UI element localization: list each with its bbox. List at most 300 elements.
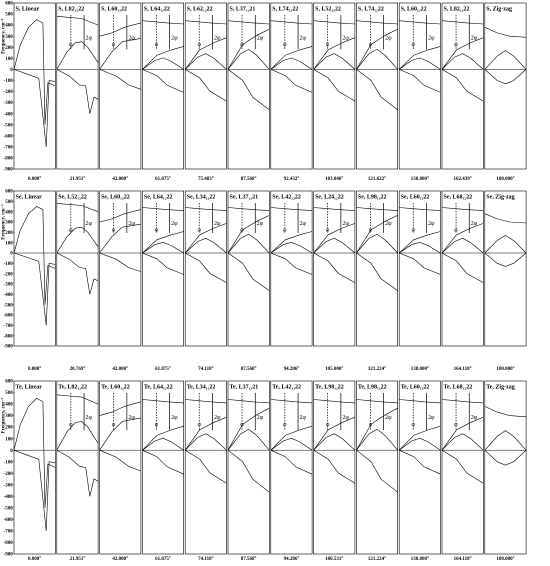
phi-label: φ — [240, 421, 244, 428]
angle-label: 20.769° — [69, 367, 86, 372]
dispersion-branch — [228, 450, 269, 492]
angle-label: 61.875° — [155, 177, 171, 182]
phi-label: φ — [154, 227, 159, 234]
phi-label: φ — [454, 421, 458, 428]
dispersion-branch — [485, 406, 526, 416]
phi-label: φ — [283, 42, 287, 49]
dispersion-branch — [142, 21, 183, 24]
two-phi-label: 2φ — [128, 35, 135, 42]
dispersion-branch — [399, 253, 440, 275]
y-tick-label: 300 — [5, 34, 13, 40]
angle-label: 121.224° — [367, 367, 387, 372]
y-tick-label: -500 — [3, 123, 13, 129]
dispersion-branch — [100, 418, 141, 450]
y-tick-label: 400 — [5, 23, 13, 29]
dispersion-branch — [442, 450, 483, 483]
dispersion-branch — [14, 398, 55, 508]
y-tick-label: -300 — [3, 101, 13, 107]
angle-label: 180.000° — [496, 557, 515, 562]
panel-se-8 — [356, 191, 397, 372]
angle-label: 21.951° — [69, 177, 86, 182]
angle-label: 180.000° — [496, 177, 515, 182]
y-tick-label: 500 — [5, 199, 13, 205]
y-tick-label: 100 — [5, 241, 13, 247]
dispersion-branch — [185, 450, 226, 483]
dispersion-branch — [442, 21, 483, 24]
panel-title: Te, L82₁₂22 — [58, 384, 88, 391]
angle-label: 61.875° — [155, 557, 171, 562]
dispersion-branch — [57, 450, 98, 496]
panel-title: Se, L64₁₂22 — [143, 194, 173, 201]
panel-title: Te, L68₁₂22 — [443, 384, 473, 391]
angle-label: 138.000° — [410, 557, 429, 562]
angle-label: 42.000° — [112, 557, 129, 562]
two-phi-label: 2φ — [128, 221, 135, 228]
panel-frame — [271, 381, 312, 554]
dispersion-branch — [14, 207, 55, 305]
panel-title: S, L60₁₂22 — [101, 6, 128, 13]
angle-label: 21.951° — [69, 557, 86, 562]
panel-frame — [485, 191, 526, 346]
panel-se-7 — [314, 191, 355, 372]
dispersion-branch — [485, 235, 526, 253]
panel-title: Se, L37₁₂21 — [229, 194, 259, 201]
angle-label: 164.118° — [453, 367, 472, 372]
phi-label: φ — [325, 421, 330, 428]
panel-title: S, L62₁₂22 — [186, 6, 213, 13]
panel-frame — [356, 3, 397, 169]
dispersion-branch — [485, 27, 526, 37]
y-tick-label: 400 — [5, 402, 13, 408]
phi-label: φ — [283, 421, 287, 428]
phi-label: φ — [325, 227, 330, 234]
y-tick-label: -600 — [3, 313, 13, 319]
dispersion-branch — [185, 400, 226, 403]
two-phi-label: 2φ — [427, 221, 435, 228]
y-tick-label: 300 — [5, 220, 13, 226]
dispersion-branch — [14, 450, 55, 531]
panel-frame — [57, 381, 98, 554]
panel-title: Te, L34₁₂22 — [186, 384, 216, 391]
y-tick-label: 500 — [5, 391, 13, 397]
dispersion-branch — [399, 400, 440, 403]
phi-label: φ — [411, 227, 415, 234]
panel-se-0 — [14, 191, 55, 372]
dispersion-branch — [485, 69, 526, 83]
panel-title: Te, L64₁₂22 — [143, 384, 173, 391]
row-se — [1, 190, 527, 372]
dispersion-branch — [485, 51, 526, 70]
panel-frame — [100, 191, 141, 346]
y-tick-label: 200 — [5, 230, 13, 236]
panel-title: S, Zig-zag — [486, 6, 512, 13]
dispersion-branch — [228, 21, 269, 24]
dispersion-branch — [100, 224, 141, 253]
dispersion-branch — [314, 69, 355, 101]
panel-te-4 — [185, 381, 226, 562]
dispersion-branch — [485, 214, 526, 223]
panel-title: Se, L52₁₂22 — [58, 194, 87, 201]
dispersion-branch — [57, 227, 98, 253]
y-tick-label: -400 — [3, 112, 13, 118]
dispersion-branch — [57, 69, 98, 113]
panel-te-1 — [57, 381, 98, 562]
panel-title: Te, L98₁₂22 — [315, 384, 344, 391]
dispersion-branch — [57, 395, 98, 404]
panel-title: Se, Zig-zag — [486, 194, 515, 201]
dispersion-branch — [271, 450, 312, 474]
angle-label: 61.875° — [155, 367, 171, 372]
y-tick-label: -400 — [3, 292, 13, 298]
panel-s-11 — [485, 3, 526, 182]
panel-frame — [399, 381, 440, 554]
dispersion-branch — [228, 253, 269, 291]
dispersion-branch — [399, 69, 440, 92]
dispersion-branch — [399, 450, 440, 474]
panel-title: Se, L42₁₂22 — [272, 194, 301, 201]
panel-s-6 — [271, 3, 312, 182]
panel-se-5 — [228, 191, 269, 372]
panel-s-7 — [314, 3, 355, 182]
dispersion-branch — [100, 69, 141, 89]
panel-title: Se, L60₁₂22 — [400, 194, 430, 201]
dispersion-branch — [142, 253, 183, 275]
panel-te-2 — [100, 381, 141, 562]
two-phi-label: 2φ — [85, 35, 93, 42]
angle-label: 74.118° — [198, 557, 214, 562]
panel-s-4 — [185, 3, 226, 182]
y-tick-label: -400 — [3, 494, 13, 500]
two-phi-label: 2φ — [299, 221, 307, 228]
y-tick-label: -800 — [3, 334, 13, 340]
angle-label: 103.846° — [325, 177, 344, 182]
panel-frame — [142, 381, 183, 554]
panel-title: Se, L68₁₂22 — [443, 194, 473, 201]
panel-se-1 — [57, 191, 98, 372]
panel-se-10 — [442, 191, 483, 372]
two-phi-label: 2φ — [128, 415, 135, 422]
panel-se-3 — [142, 191, 183, 372]
phi-label: φ — [197, 42, 201, 49]
dispersion-branch — [57, 253, 98, 294]
phi-label: φ — [368, 421, 373, 428]
y-tick-label: -900 — [3, 552, 13, 558]
two-phi-label: 2φ — [342, 415, 349, 422]
dispersion-branch — [271, 253, 312, 275]
two-phi-label: 2φ — [427, 415, 435, 422]
y-tick-label: -500 — [3, 506, 13, 512]
phi-label: φ — [154, 42, 159, 49]
panel-frame — [228, 191, 269, 346]
dispersion-branch — [314, 253, 355, 283]
dispersion-branch — [356, 253, 397, 291]
dispersion-branch — [185, 69, 226, 101]
y-tick-label: -600 — [3, 134, 13, 140]
dispersion-branch — [485, 431, 526, 451]
angle-label: 94.286° — [283, 557, 300, 562]
y-tick-label: 0 — [10, 448, 13, 454]
y-tick-label: -900 — [3, 344, 13, 350]
angle-label: 121.224° — [367, 557, 387, 562]
panel-frame — [142, 3, 183, 169]
dispersion-branch — [271, 69, 312, 92]
two-phi-label: 2φ — [470, 35, 478, 42]
y-axis — [1, 190, 15, 350]
dispersion-branch — [100, 402, 141, 416]
angle-label: 162.439° — [453, 177, 472, 182]
angle-label: 138.000° — [410, 177, 429, 182]
angle-label: 92.432° — [283, 177, 300, 182]
dispersion-branch — [314, 208, 355, 211]
phi-label: φ — [368, 227, 373, 234]
angle-label: 0.000° — [28, 177, 42, 182]
two-phi-label: 2φ — [299, 35, 307, 42]
two-phi-label: 2φ — [385, 415, 392, 422]
panel-frame — [100, 3, 141, 169]
angle-label: 164.118° — [453, 557, 472, 562]
y-tick-label: -900 — [3, 167, 13, 173]
y-tick-label: -100 — [3, 261, 13, 267]
dispersion-branch — [57, 16, 98, 25]
phi-label: φ — [411, 42, 415, 49]
panel-title: Se, L60₁₂22 — [101, 194, 130, 201]
panel-se-11 — [485, 191, 526, 372]
dispersion-branch — [185, 208, 226, 211]
phi-label: φ — [69, 421, 73, 428]
panel-title: Te, Linear — [15, 384, 42, 391]
panel-s-2 — [100, 3, 141, 182]
dispersion-branch — [100, 23, 141, 36]
panel-title: S, L37₁₂21 — [229, 6, 256, 13]
y-tick-label: 600 — [5, 379, 13, 385]
two-phi-label: 2φ — [256, 415, 264, 422]
two-phi-label: 2φ — [213, 221, 221, 228]
panel-title: S, L82₁₂22 — [58, 6, 85, 13]
panel-frame — [399, 3, 440, 169]
y-tick-label: 200 — [5, 425, 13, 431]
panel-title: Te, L42₁₂22 — [272, 384, 302, 391]
panel-frame — [399, 191, 440, 346]
phi-label: φ — [69, 227, 73, 234]
dispersion-branch — [100, 253, 141, 272]
y-tick-label: 200 — [5, 45, 13, 51]
y-tick-label: -300 — [3, 282, 13, 288]
panel-title: Se, L34₁₂22 — [186, 194, 216, 201]
angle-label: 87.568° — [240, 557, 257, 562]
two-phi-label: 2φ — [427, 35, 435, 42]
y-tick-label: 600 — [5, 189, 13, 195]
two-phi-label: 2φ — [85, 415, 93, 422]
dispersion-branch — [57, 421, 98, 450]
dispersion-branch — [100, 450, 141, 471]
panel-title: Se, Linear — [15, 194, 42, 201]
panel-frame — [356, 381, 397, 554]
panel-se-4 — [185, 191, 226, 372]
angle-label: 94.286° — [283, 367, 300, 372]
y-tick-label: 0 — [10, 68, 13, 73]
two-phi-label: 2φ — [299, 415, 307, 422]
panel-s-3 — [142, 3, 183, 182]
panel-title: Te, Zig-zag — [486, 384, 515, 391]
panel-te-9 — [399, 381, 440, 562]
panel-frame — [271, 3, 312, 169]
phi-label: φ — [69, 42, 73, 49]
y-tick-label: 300 — [5, 414, 13, 420]
panel-se-6 — [271, 191, 312, 372]
row-s — [1, 2, 527, 182]
dispersion-branch — [228, 69, 269, 109]
phi-label: φ — [111, 42, 116, 49]
panel-title: S, L64₁₂22 — [143, 6, 170, 13]
phi-label: φ — [454, 42, 458, 49]
two-phi-label: 2φ — [470, 221, 478, 228]
dispersion-branch — [356, 21, 397, 24]
y-tick-label: -800 — [3, 156, 13, 162]
y-axis — [1, 2, 15, 173]
y-axis — [1, 380, 15, 558]
panel-title: Te, L60₁₂22 — [101, 384, 130, 391]
panel-te-5 — [228, 381, 269, 562]
angle-label: 0.000° — [28, 557, 42, 562]
panel-frame — [228, 3, 269, 169]
y-tick-label: -300 — [3, 483, 13, 489]
y-tick-label: 0 — [10, 251, 13, 257]
angle-label: 87.568° — [240, 177, 257, 182]
panel-frame — [485, 3, 526, 169]
dispersion-branch — [57, 42, 98, 70]
angle-label: 121.622° — [367, 177, 387, 182]
panel-s-1 — [57, 3, 98, 182]
dispersion-branch — [314, 450, 355, 483]
y-tick-label: -600 — [3, 518, 13, 523]
panel-te-10 — [442, 381, 483, 562]
two-phi-label: 2φ — [171, 35, 178, 42]
dispersion-branch — [271, 400, 312, 403]
angle-label: 87.568° — [240, 367, 257, 372]
dispersion-branch — [142, 400, 183, 403]
two-phi-label: 2φ — [342, 221, 349, 228]
two-phi-label: 2φ — [85, 221, 93, 228]
panel-se-9 — [399, 191, 440, 372]
two-phi-label: 2φ — [385, 221, 392, 228]
angle-label: 0.000° — [28, 367, 42, 372]
two-phi-label: 2φ — [256, 221, 264, 228]
row-te — [1, 380, 527, 562]
dispersion-branch — [57, 203, 98, 211]
panel-s-5 — [228, 3, 269, 182]
panel-te-0 — [14, 381, 55, 562]
panel-title: S, Linear — [15, 6, 40, 13]
phi-label: φ — [283, 227, 287, 234]
two-phi-label: 2φ — [171, 415, 178, 422]
y-axis-label: Frequency, cm⁻¹ — [1, 18, 7, 54]
panel-frame — [271, 191, 312, 346]
angle-label: 42.000° — [112, 367, 129, 372]
dispersion-branch — [14, 20, 55, 125]
two-phi-label: 2φ — [256, 35, 264, 42]
y-tick-label: -200 — [3, 272, 13, 278]
dispersion-branch — [356, 400, 397, 403]
y-axis-label: Frequency, cm⁻¹ — [1, 397, 7, 434]
dispersion-branch — [14, 253, 55, 325]
dispersion-branch — [271, 21, 312, 24]
y-tick-label: 600 — [5, 1, 13, 7]
panel-title: Se, L98₁₂22 — [357, 194, 387, 201]
panel-title: S, L60₁₂22 — [400, 6, 427, 13]
panel-te-6 — [271, 381, 312, 562]
panel-te-7 — [314, 381, 355, 562]
dispersion-branch — [185, 253, 226, 283]
panel-se-2 — [100, 191, 141, 372]
panel-title: S, L52₁₂22 — [315, 6, 342, 13]
dispersion-branch — [100, 35, 141, 69]
panel-frame — [100, 381, 141, 554]
panel-title: Te, L98₁₂22 — [357, 384, 387, 391]
panel-frame — [142, 191, 183, 346]
phi-label: φ — [111, 227, 116, 234]
y-tick-label: 100 — [5, 56, 13, 62]
dispersion-branch — [399, 208, 440, 211]
panel-s-0 — [14, 3, 55, 182]
panel-frame — [228, 381, 269, 554]
panel-frame — [485, 381, 526, 554]
panel-title: S, L82₁₂22 — [443, 6, 470, 13]
dispersion-branch — [14, 69, 55, 146]
y-tick-label: -800 — [3, 541, 13, 547]
panel-title: Se, L24₁₂22 — [315, 194, 344, 201]
dispersion-branch — [356, 208, 397, 211]
two-phi-label: 2φ — [213, 35, 221, 42]
dispersion-branch — [442, 69, 483, 101]
panel-title: S, L74₁₂22 — [357, 6, 384, 13]
dispersion-branch — [399, 21, 440, 24]
dispersion-branch — [142, 450, 183, 474]
dispersion-branch — [228, 208, 269, 211]
angle-label: 42.000° — [112, 177, 129, 182]
angle-label: 138.000° — [410, 367, 429, 372]
angle-label: 106.531° — [325, 557, 344, 562]
y-tick-label: -700 — [3, 145, 13, 151]
panel-title: S, L74₁₂22 — [272, 6, 299, 13]
panel-frame — [57, 191, 98, 346]
two-phi-label: 2φ — [171, 221, 178, 228]
panel-s-8 — [356, 3, 397, 182]
y-axis-label: Frequency, cm⁻¹ — [1, 204, 7, 240]
angle-label: 75.483° — [197, 177, 214, 182]
phi-label: φ — [240, 42, 244, 49]
panel-te-8 — [356, 381, 397, 562]
phi-label: φ — [197, 227, 201, 234]
y-tick-label: 100 — [5, 437, 13, 443]
dispersion-branch — [142, 69, 183, 92]
y-tick-label: -100 — [3, 460, 13, 466]
panel-frame — [356, 191, 397, 346]
phi-label: φ — [240, 227, 244, 234]
panel-te-11 — [485, 381, 526, 562]
two-phi-label: 2φ — [213, 415, 221, 422]
angle-label: 105.000° — [325, 367, 344, 372]
y-tick-label: -200 — [3, 471, 13, 477]
dispersion-branch — [271, 208, 312, 211]
y-tick-label: -500 — [3, 303, 13, 309]
angle-label: 180.000° — [496, 367, 515, 372]
dispersion-branch — [442, 400, 483, 403]
panel-title: Te, L60₁₂22 — [400, 384, 430, 391]
dispersion-branch — [485, 450, 526, 465]
dispersion-branch — [314, 21, 355, 24]
panel-te-3 — [142, 381, 183, 562]
y-tick-label: -200 — [3, 90, 13, 96]
